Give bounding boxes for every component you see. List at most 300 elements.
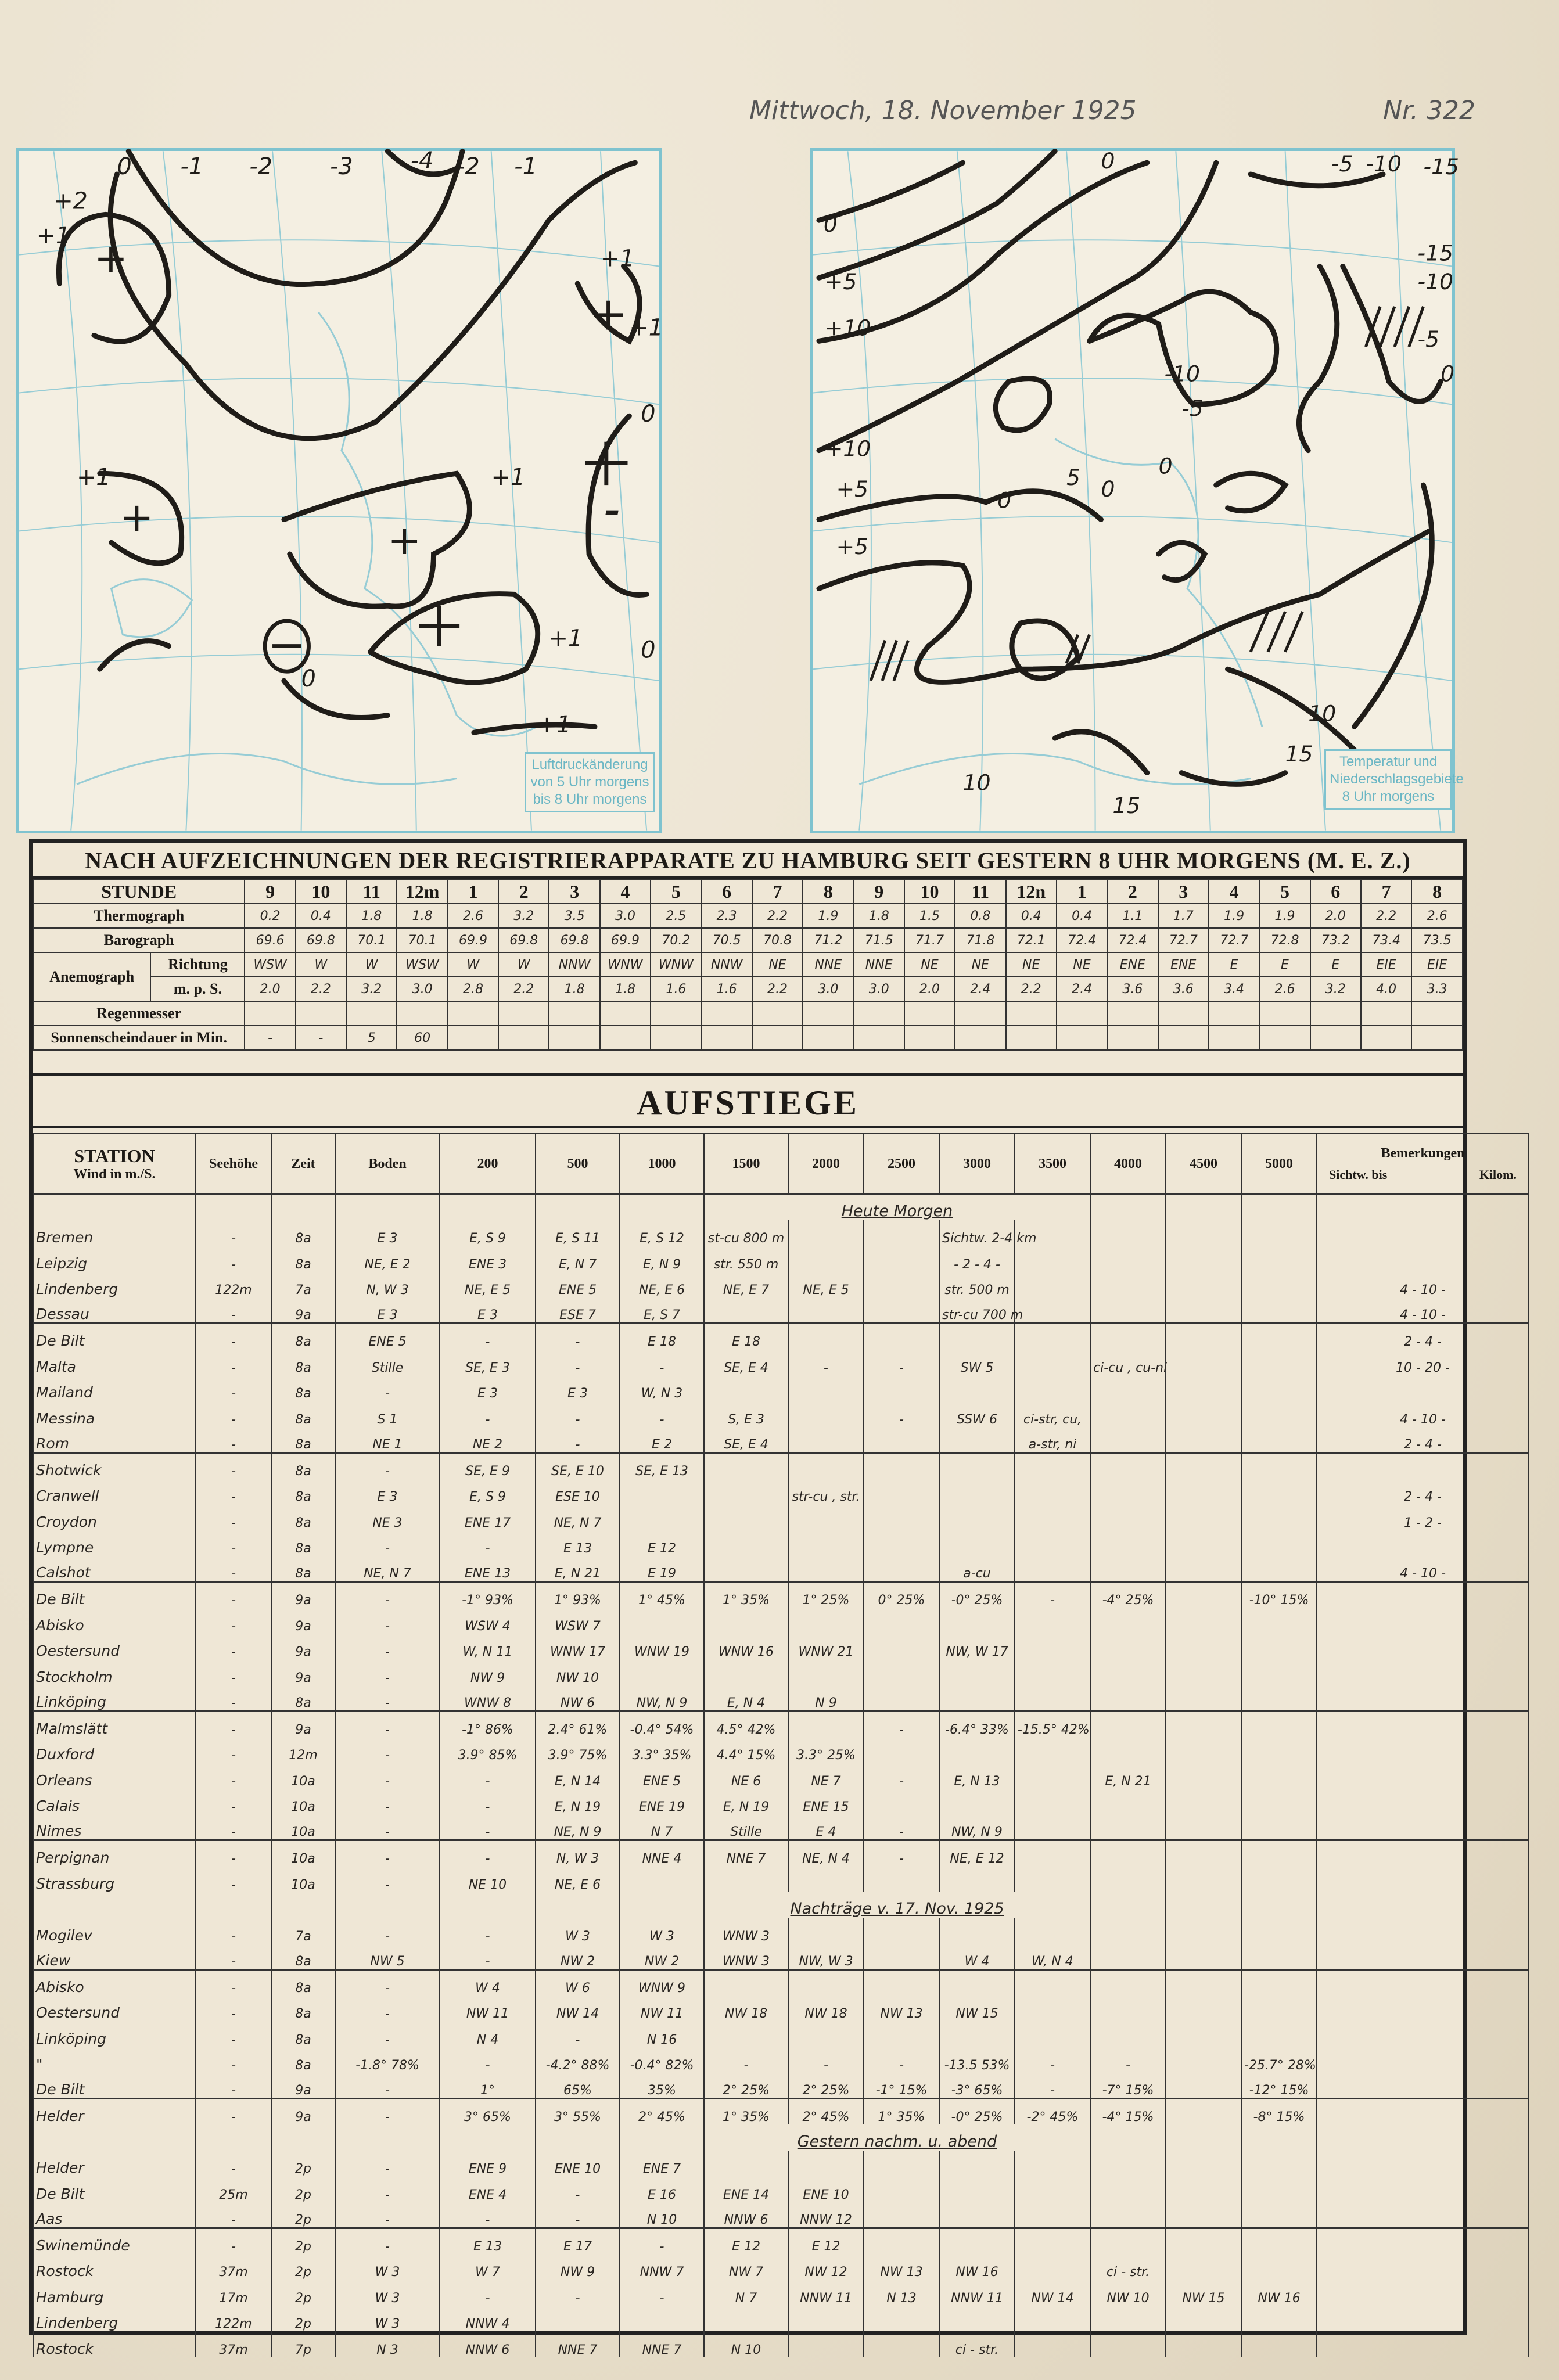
cell-c1500 (704, 1479, 788, 1505)
station-row (33, 1634, 1529, 1660)
empty-cell (1090, 1194, 1166, 1220)
caption-line: Niederschlagsgebiete (1330, 771, 1464, 787)
cell-c2000 (788, 1866, 864, 1892)
aufstiege-title: AUFSTIEGE (33, 1073, 1463, 1128)
cell-c4500 (1166, 1556, 1241, 1582)
station-name: " (33, 2047, 196, 2073)
cell-c200: W, N 11 (440, 1634, 536, 1660)
cell-c2000: E 12 (788, 2228, 864, 2254)
cell-c4500 (1166, 2331, 1241, 2357)
sonne-row-cell: - (296, 1026, 346, 1050)
cell-s: - (196, 1711, 271, 1737)
cell-c2500 (864, 2176, 939, 2202)
richtung-row-cell: EIE (1361, 952, 1411, 977)
empty-cell (1317, 1892, 1529, 1918)
section-note: Nachträge v. 17. Nov. 1925 (704, 1892, 1090, 1918)
cell-c3500 (1015, 1272, 1090, 1298)
cell-z: 8a (271, 1427, 335, 1453)
hour-row-cell: 5 (1259, 879, 1310, 904)
cell-c1500: NW 18 (704, 1996, 788, 2022)
station-name: Leipzig (33, 1246, 196, 1272)
cell-c3000 (939, 1530, 1015, 1556)
barograph-row-cell: 72.4 (1107, 928, 1158, 952)
barograph-row-cell: 70.8 (752, 928, 803, 952)
col-2000: 2000 (788, 1134, 864, 1194)
richtung-label: Richtung (150, 952, 245, 977)
cell-c4500 (1166, 1685, 1241, 1712)
empty-cell (1241, 1892, 1317, 1918)
cell-rem (1317, 1996, 1529, 2022)
cell-c2000 (788, 1453, 864, 1479)
cell-c1000: N 7 (620, 1814, 704, 1840)
richtung-row-cell: NE (1057, 952, 1107, 977)
cell-c500: - (536, 1427, 620, 1453)
cell-c2500 (864, 1737, 939, 1763)
cell-c3000 (939, 1737, 1015, 1763)
cell-c500: N, W 3 (536, 1840, 620, 1867)
note-row (33, 2124, 1529, 2151)
cell-c500: - (536, 1324, 620, 1350)
cell-c3000 (939, 2228, 1015, 2254)
station-name: Malmslätt (33, 1711, 196, 1737)
cell-c200: NW 11 (440, 1996, 536, 2022)
cell-rem: 2 - 4 - (1317, 1324, 1529, 1350)
cell-c1500: 2° 25% (704, 2073, 788, 2099)
richtung-row-cell: E (1209, 952, 1259, 977)
richtung-row-cell: ENE (1158, 952, 1209, 977)
cell-c3500: - (1015, 2073, 1090, 2099)
hour-row-cell: 3 (549, 879, 599, 904)
cell-c2000: NW 12 (788, 2254, 864, 2280)
cell-c2500: 0° 25% (864, 1582, 939, 1608)
cell-c500: - (536, 2021, 620, 2047)
cell-c4000 (1090, 1789, 1166, 1815)
cell-c3500: a-str, ni (1015, 1427, 1090, 1453)
page-header (749, 96, 1475, 136)
station-row (33, 1840, 1529, 1867)
cell-c4000 (1090, 1737, 1166, 1763)
cell-b: E 3 (335, 1220, 440, 1246)
cell-c1500 (704, 1504, 788, 1530)
barograph-row-cell: 70.1 (346, 928, 397, 952)
pressure-label: -3 (330, 153, 353, 180)
station-name: Mogilev (33, 1918, 196, 1944)
hour-row-cell: 1 (448, 879, 498, 904)
mps-row-cell: 1.8 (549, 977, 599, 1001)
pressure-label: 0 (641, 401, 656, 428)
sonne-row-cell (904, 1026, 955, 1050)
station-name: Dessau (33, 1297, 196, 1324)
cell-c3000 (939, 1479, 1015, 1505)
cell-c500: ESE 7 (536, 1297, 620, 1324)
hour-row-cell: 5 (651, 879, 701, 904)
cell-c4000: -4° 15% (1090, 2099, 1166, 2125)
richtung-row-cell: WSW (397, 952, 447, 977)
thermograph-row-cell: 0.2 (245, 904, 295, 928)
cell-c1000: E 12 (620, 1530, 704, 1556)
hour-row-cell: 7 (752, 879, 803, 904)
note-spacer (33, 2124, 196, 2151)
cell-c500: 3.9° 75% (536, 1737, 620, 1763)
cell-b: - (335, 1608, 440, 1634)
cell-c3500 (1015, 1375, 1090, 1401)
cell-c4500 (1166, 1659, 1241, 1685)
station-row (33, 1685, 1529, 1712)
cell-c200: WSW 4 (440, 1608, 536, 1634)
cell-c2500: N 13 (864, 2280, 939, 2306)
cell-c2000 (788, 2151, 864, 2177)
cell-c500: 2.4° 61% (536, 1711, 620, 1737)
pressure-label: 0 (641, 637, 656, 664)
thermograph-row-cell: 3.0 (600, 904, 651, 928)
cell-c500: NW 2 (536, 1944, 620, 1970)
cell-c2000: NNW 12 (788, 2202, 864, 2228)
cell-c2500: - (864, 1840, 939, 1867)
cell-c500: NW 14 (536, 1996, 620, 2022)
cell-s: - (196, 1969, 271, 1996)
cell-s: - (196, 2151, 271, 2177)
cell-c3000: NE, E 12 (939, 1840, 1015, 1867)
cell-c1000: 3.3° 35% (620, 1737, 704, 1763)
col-4000: 4000 (1090, 1134, 1166, 1194)
cell-c1000: SE, E 13 (620, 1453, 704, 1479)
cell-c2000: NNW 11 (788, 2280, 864, 2306)
pressure-label: -1 (514, 153, 537, 180)
cell-c1000: NW 2 (620, 1944, 704, 1970)
cell-b: - (335, 2202, 440, 2228)
cell-c5000 (1241, 1866, 1317, 1892)
station-row (33, 2047, 1529, 2073)
cell-b: - (335, 1918, 440, 1944)
cell-c4000 (1090, 1401, 1166, 1427)
cell-s: - (196, 1324, 271, 1350)
pressure-label: + (94, 235, 128, 282)
cell-c200: - (440, 1918, 536, 1944)
cell-c3500: - (1015, 1582, 1090, 1608)
cell-c4500 (1166, 2176, 1241, 2202)
thermograph-row-cell: 1.1 (1107, 904, 1158, 928)
station-row (33, 1246, 1529, 1272)
cell-c1000: 35% (620, 2073, 704, 2099)
pressure-label: +2 (53, 188, 88, 215)
cell-c2500 (864, 1504, 939, 1530)
cell-s: - (196, 1479, 271, 1505)
sichtweite-label: Sichtw. bis (1329, 1167, 1388, 1182)
observation-block (29, 839, 1517, 2357)
cell-rem (1317, 1246, 1529, 1272)
cell-c200: E 3 (440, 1297, 536, 1324)
cell-c200: SE, E 3 (440, 1349, 536, 1375)
cell-b: W 3 (335, 2254, 440, 2280)
cell-c500: 3° 55% (536, 2099, 620, 2125)
cell-c1500: 4.5° 42% (704, 1711, 788, 1737)
regen-row-cell (955, 1001, 1005, 1026)
cell-b: - (335, 1453, 440, 1479)
regen-row-cell (854, 1001, 904, 1026)
stunde-label: STUNDE (33, 879, 245, 904)
regen-row-cell (296, 1001, 346, 1026)
cell-c3500 (1015, 1763, 1090, 1789)
cell-c500: E, N 14 (536, 1763, 620, 1789)
empty-cell (1241, 1194, 1317, 1220)
cell-c2500 (864, 1969, 939, 1996)
cell-c500: NW 6 (536, 1685, 620, 1712)
mps-row-cell: 2.8 (448, 977, 498, 1001)
station-row (33, 2176, 1529, 2202)
cell-c3500 (1015, 1659, 1090, 1685)
cell-c4000 (1090, 2151, 1166, 2177)
cell-b: E 3 (335, 1479, 440, 1505)
cell-c5000 (1241, 1608, 1317, 1634)
station-name: Helder (33, 2151, 196, 2177)
cell-c3000 (939, 1659, 1015, 1685)
station-name: Lindenberg (33, 1272, 196, 1298)
cell-c5000 (1241, 1504, 1317, 1530)
mps-row-cell: 2.4 (955, 977, 1005, 1001)
temp-label: 0 (1101, 476, 1115, 502)
cell-c3500 (1015, 1504, 1090, 1530)
cell-c2000 (788, 1711, 864, 1737)
cell-z: 8a (271, 1220, 335, 1246)
cell-c2000 (788, 1324, 864, 1350)
pressure-label: + (387, 517, 422, 565)
cell-s: - (196, 1737, 271, 1763)
col-3000: 3000 (939, 1134, 1015, 1194)
cell-c2000 (788, 1659, 864, 1685)
cell-c4500 (1166, 1401, 1241, 1427)
cell-z: 10a (271, 1840, 335, 1867)
cell-z: 8a (271, 1453, 335, 1479)
cell-c1500 (704, 2021, 788, 2047)
cell-c200: NE 2 (440, 1427, 536, 1453)
cell-c1000: 1° 45% (620, 1582, 704, 1608)
thermograph-label: Thermograph (33, 904, 245, 928)
cell-c5000 (1241, 1944, 1317, 1970)
cell-c200: - (440, 1324, 536, 1350)
empty-cell (271, 1194, 335, 1220)
cell-c4500 (1166, 1272, 1241, 1298)
cell-c5000 (1241, 1685, 1317, 1712)
station-name: Duxford (33, 1737, 196, 1763)
cell-c3500 (1015, 1814, 1090, 1840)
note-row (33, 1194, 1529, 1220)
station-name: Calshot (33, 1556, 196, 1582)
cell-c2500 (864, 1479, 939, 1505)
cell-rem (1317, 2306, 1529, 2332)
cell-rem: 4 - 10 - (1317, 1401, 1529, 1427)
cell-c5000 (1241, 1711, 1317, 1737)
cell-c5000 (1241, 1375, 1317, 1401)
cell-c2500 (864, 2331, 939, 2357)
empty-cell (1317, 2124, 1529, 2151)
cell-c4000 (1090, 1375, 1166, 1401)
station-row (33, 2151, 1529, 2177)
cell-c4500 (1166, 1996, 1241, 2022)
cell-c4500 (1166, 2151, 1241, 2177)
mps-row-cell: 2.2 (498, 977, 549, 1001)
station-row (33, 1711, 1529, 1737)
cell-c5000 (1241, 1272, 1317, 1298)
station-name: Malta (33, 1349, 196, 1375)
cell-c2000 (788, 1246, 864, 1272)
cell-c1500: NNE 7 (704, 1840, 788, 1867)
cell-c4500 (1166, 2099, 1241, 2125)
cell-c1500 (704, 1608, 788, 1634)
cell-c1500 (704, 1453, 788, 1479)
col-bemerkungen (1317, 1134, 1529, 1194)
cell-b: - (335, 1737, 440, 1763)
cell-b: - (335, 1789, 440, 1815)
cell-rem (1317, 2151, 1529, 2177)
cell-c200: NE 10 (440, 1866, 536, 1892)
cell-c1500 (704, 1375, 788, 1401)
cell-c4500 (1166, 1866, 1241, 1892)
cell-rem (1317, 2202, 1529, 2228)
empty-cell (271, 1892, 335, 1918)
station-header: STATION (74, 1145, 155, 1166)
cell-b: NW 5 (335, 1944, 440, 1970)
cell-c1000: NE, E 6 (620, 1272, 704, 1298)
empty-cell (1166, 1892, 1241, 1918)
cell-b: - (335, 1814, 440, 1840)
cell-c2500 (864, 2306, 939, 2332)
cell-c3000: Sichtw. 2-4 km (939, 1220, 1015, 1246)
cell-c1000: - (620, 2228, 704, 2254)
col-5000: 5000 (1241, 1134, 1317, 1194)
empty-cell (335, 1892, 440, 1918)
cell-b: Stille (335, 1349, 440, 1375)
cell-c3000: ci - str. (939, 2331, 1015, 2357)
empty-cell (196, 1194, 271, 1220)
empty-cell (620, 1194, 704, 1220)
cell-s: - (196, 1297, 271, 1324)
cell-z: 9a (271, 1582, 335, 1608)
cell-c2000: 1° 25% (788, 1582, 864, 1608)
cell-rem (1317, 1582, 1529, 1608)
cell-b: - (335, 2021, 440, 2047)
thermograph-row-cell: 1.7 (1158, 904, 1209, 928)
cell-z: 8a (271, 1530, 335, 1556)
cell-c4500 (1166, 1918, 1241, 1944)
hour-row-cell: 11 (346, 879, 397, 904)
caption-line: von 5 Uhr morgens (530, 774, 649, 790)
cell-c2000 (788, 1427, 864, 1453)
cell-c1500: WNW 3 (704, 1918, 788, 1944)
cell-c2500: - (864, 2047, 939, 2073)
pressure-label: +1 (548, 625, 583, 652)
cell-b: NE, N 7 (335, 1556, 440, 1582)
cell-c500: NW 9 (536, 2254, 620, 2280)
cell-c1500: NE, E 7 (704, 1272, 788, 1298)
regen-row-cell (651, 1001, 701, 1026)
cell-b: - (335, 1763, 440, 1789)
cell-c3000 (939, 2021, 1015, 2047)
cell-c3000: NNW 11 (939, 2280, 1015, 2306)
cell-c2000 (788, 1375, 864, 1401)
thermograph-row-cell: 1.9 (1209, 904, 1259, 928)
cell-z: 12m (271, 1737, 335, 1763)
cell-c3000: NW, N 9 (939, 1814, 1015, 1840)
thermograph-row-cell: 1.8 (397, 904, 447, 928)
empty-cell (1090, 2124, 1166, 2151)
sonne-row-cell (1310, 1026, 1361, 1050)
cell-c4000 (1090, 1453, 1166, 1479)
note-spacer (33, 1892, 196, 1918)
temp-label: -5 (1417, 326, 1440, 353)
cell-s: - (196, 1659, 271, 1685)
station-row (33, 1375, 1529, 1401)
cell-c4000 (1090, 1711, 1166, 1737)
cell-c3500 (1015, 1840, 1090, 1867)
cell-c1000: - (620, 1401, 704, 1427)
cell-c4500 (1166, 1375, 1241, 1401)
cell-c1000: W, N 3 (620, 1375, 704, 1401)
cell-c5000 (1241, 1220, 1317, 1246)
cell-c4500 (1166, 1634, 1241, 1660)
col-station (33, 1134, 196, 1194)
cell-z: 2p (271, 2176, 335, 2202)
cell-c3000 (939, 1453, 1015, 1479)
temp-label: -5 (1331, 151, 1353, 177)
cell-c1000: NNE 4 (620, 1840, 704, 1867)
mps-row-cell: 3.0 (803, 977, 853, 1001)
station-name: Bremen (33, 1220, 196, 1246)
cell-s: - (196, 1375, 271, 1401)
cell-z: 8a (271, 1504, 335, 1530)
mps-row-cell: 3.0 (854, 977, 904, 1001)
cell-c2000 (788, 1297, 864, 1324)
mps-row-cell: 2.2 (752, 977, 803, 1001)
sonne-row-cell (955, 1026, 1005, 1050)
cell-c1500: E, N 4 (704, 1685, 788, 1712)
cell-z: 9a (271, 1297, 335, 1324)
cell-c3500 (1015, 1634, 1090, 1660)
cell-c500: E 17 (536, 2228, 620, 2254)
kilometer-label: Kilom. (1479, 1167, 1517, 1182)
station-row (33, 1608, 1529, 1634)
cell-b: - (335, 1634, 440, 1660)
cell-c500: E, S 11 (536, 1220, 620, 1246)
cell-c5000 (1241, 1453, 1317, 1479)
cell-c1500: E, N 19 (704, 1789, 788, 1815)
mps-row-cell: 4.0 (1361, 977, 1411, 1001)
cell-c3000: NW 16 (939, 2254, 1015, 2280)
cell-c2500: - (864, 1349, 939, 1375)
regen-row-cell (1259, 1001, 1310, 1026)
mps-row-cell: 2.0 (245, 977, 295, 1001)
cell-c3000: -3° 65% (939, 2073, 1015, 2099)
cell-c5000 (1241, 1789, 1317, 1815)
cell-c2500 (864, 1453, 939, 1479)
cell-c1000: WNW 19 (620, 1634, 704, 1660)
cell-c5000: -12° 15% (1241, 2073, 1317, 2099)
cell-c200: E, S 9 (440, 1479, 536, 1505)
cell-rem: 1 - 2 - (1317, 1504, 1529, 1530)
richtung-row-cell: E (1310, 952, 1361, 977)
sonne-row-cell (1259, 1026, 1310, 1050)
hour-row-cell: 8 (803, 879, 853, 904)
station-row (33, 2280, 1529, 2306)
cell-c3500 (1015, 1789, 1090, 1815)
hour-row-cell: 3 (1158, 879, 1209, 904)
cell-c2500 (864, 1246, 939, 1272)
cell-b: - (335, 2228, 440, 2254)
cell-c4000 (1090, 1996, 1166, 2022)
cell-b: - (335, 2073, 440, 2099)
cell-c3000 (939, 1918, 1015, 1944)
regen-row-cell (1411, 1001, 1463, 1026)
cell-c5000: -8° 15% (1241, 2099, 1317, 2125)
